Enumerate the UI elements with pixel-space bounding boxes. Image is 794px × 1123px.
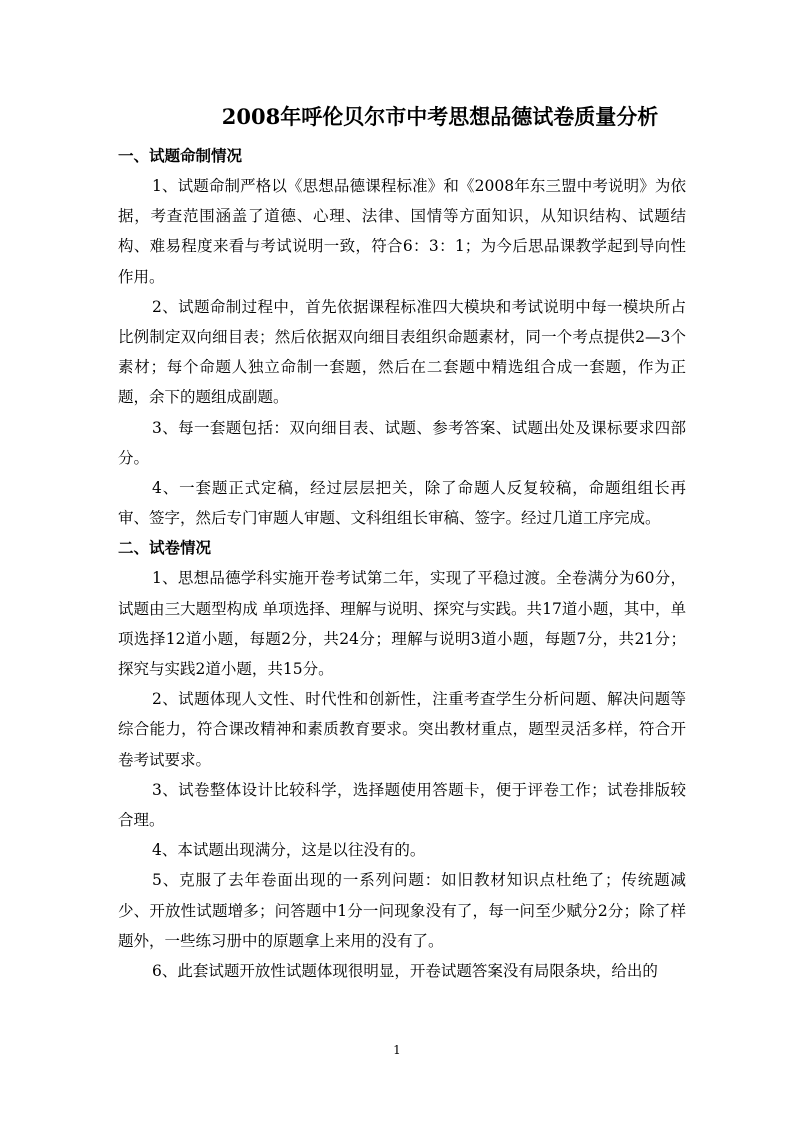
paragraph: 1、思想品德学科实施开卷考试第二年，实现了平稳过渡。全卷满分为60分，试题由三大题型构成 单项选择、理解与说明、探究与实践。共17道小题，其中，单项选择12道小题，每题2分，共24分；理解与说明3道小题，每题7分，共21分；探究与实践2道小题，共15分。 xyxy=(118,569,686,679)
section-heading: 二、试卷情况 xyxy=(118,538,212,558)
paragraph: 4、本试题出现满分，这是以往没有的。 xyxy=(152,841,426,860)
section-heading: 一、试题命制情况 xyxy=(118,146,243,165)
paragraph: 2、试题体现人文性、时代性和创新性，注重考查学生分析问题、解决问题等综合能力，符合课改精神和素质教育要求。突出教材重点，题型灵活多样，符合开卷考试要求。 xyxy=(118,690,686,769)
document-title: 2008年呼伦贝尔市中考思想品德试卷质量分析 xyxy=(221,104,659,129)
paragraph: 3、每一套题包括：双向细目表、试题、参考答案、试题出处及课标要求四部分。 xyxy=(118,418,686,467)
paragraph: 1、试题命制严格以《思想品德课程标准》和《2008年东三盟中考说明》为依据，考查范围涵盖了道德、心理、法律、国情等方面知识，从知识结构、试题结构、难易程度来看与考试说明一致，符合6：3：1；为今后思品课教学起到导向性作用。 xyxy=(118,177,686,286)
section-test-design xyxy=(118,141,686,533)
paragraph: 4、一套题正式定稿，经过层层把关，除了命题人反复较稿，命题组组长再审、签字，然后专门审题人审题、文科组组长审稿、签字。经过几道工序完成。 xyxy=(118,479,686,528)
paragraph: 5、克服了去年卷面出现的一系列问题：如旧教材知识点杜绝了；传统题减少、开放性试题增多；问答题中1分一问现象没有了，每一问至少赋分2分；除了样题外，一些练习册中的原题拿上来用的没有了。 xyxy=(118,871,686,950)
paragraph: 3、试卷整体设计比较科学，选择题使用答题卡，便于评卷工作；试卷排版较合理。 xyxy=(118,780,686,830)
section-paper-situation xyxy=(118,533,686,986)
paragraph: 6、此套试题开放性试题体现很明显，开卷试题答案没有局限条块，给出的 xyxy=(152,962,658,981)
paragraph: 2、试题命制过程中，首先依据课程标准四大模块和考试说明中每一模块所占比例制定双向细目表；然后依据双向细目表组织命题素材，同一个考点提供2—3个素材；每个命题人独立命制一套题，然后在二套题中精选组合成一套题，作为正题，余下的题组成副题。 xyxy=(118,297,686,407)
document-body xyxy=(118,141,686,986)
page-number: 1 xyxy=(393,1043,401,1057)
